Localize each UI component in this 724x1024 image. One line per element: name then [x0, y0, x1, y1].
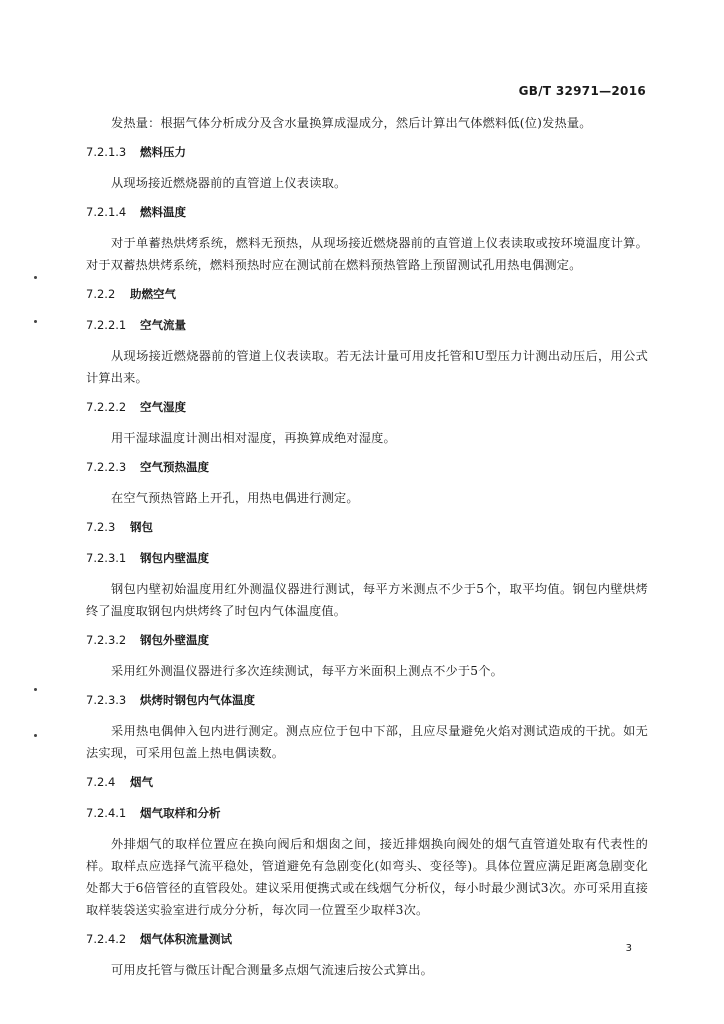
section-number: 7.2.1.3	[86, 145, 127, 159]
section-heading	[86, 314, 648, 336]
section-number: 7.2.2.3	[86, 460, 127, 474]
section-number: 7.2.2	[86, 287, 116, 301]
body-paragraph: 发热量：根据气体分析成分及含水量换算成湿成分，然后计算出气体燃料低(位)发热量。	[111, 116, 592, 130]
section-number: 7.2.3	[86, 520, 116, 534]
body-paragraph: 从现场接近燃烧器前的直管道上仪表读取。	[111, 176, 347, 190]
margin-mark	[34, 734, 37, 737]
margin-mark	[34, 688, 37, 691]
section-heading	[86, 547, 648, 569]
body-paragraph: 外排烟气的取样位置应在换向阀后和烟囱之间，接近排烟换向阀处的烟气直管道处取有代表性的样。取样点应选择气流平稳处，管道避免有急剧变化(如弯头、变径等)。具体位置应满足距离急剧变化处都大于6倍管径的直管段处。建议采用便携式或在线烟气分析仪，每小时最少测试3次。亦可采用直接取样装袋送实验室进行成分分析，每次同一位置至少取样3次。	[86, 837, 648, 917]
section-title: 空气流量	[140, 318, 186, 332]
body-paragraph: 钢包内壁初始温度用红外测温仪器进行测试，每平方米测点不少于5个，取平均值。钢包内壁烘烤终了温度取钢包内烘烤终了时包内气体温度值。	[86, 582, 648, 618]
margin-mark	[34, 276, 37, 279]
section-number: 7.2.2.1	[86, 318, 127, 332]
section-heading	[86, 689, 648, 711]
section-number: 7.2.2.2	[86, 400, 127, 414]
section-heading	[86, 516, 648, 538]
section-heading	[86, 771, 648, 793]
section-title: 钢包	[130, 520, 153, 534]
section-number: 7.2.3.3	[86, 693, 127, 707]
body-paragraph: 采用热电偶伸入包内进行测定。测点应位于包中下部，且应尽量避免火焰对测试造成的干扰。如无法实现，可采用包盖上热电偶读数。	[86, 724, 648, 760]
page-number: 3	[625, 943, 632, 954]
section-heading	[86, 456, 648, 478]
margin-mark	[34, 320, 37, 323]
section-title: 助燃空气	[130, 287, 176, 301]
body-paragraph: 可用皮托管与微压计配合测量多点烟气流速后按公式算出。	[111, 963, 434, 977]
section-title: 烟气体积流量测试	[140, 932, 232, 946]
section-heading	[86, 201, 648, 223]
section-title: 燃料压力	[140, 145, 186, 159]
body-paragraph: 采用红外测温仪器进行多次连续测试，每平方米面积上测点不少于5个。	[111, 664, 503, 678]
section-number: 7.2.4.1	[86, 806, 127, 820]
section-title: 烟气	[130, 775, 153, 789]
section-title: 钢包内壁温度	[140, 551, 209, 565]
body-paragraph: 用干湿球温度计测出相对湿度，再换算成绝对湿度。	[111, 431, 396, 445]
section-number: 7.2.4	[86, 775, 116, 789]
section-title: 烘烤时钢包内气体温度	[140, 693, 255, 707]
section-number: 7.2.1.4	[86, 205, 127, 219]
section-title: 燃料温度	[140, 205, 186, 219]
section-heading	[86, 141, 648, 163]
section-heading	[86, 802, 648, 824]
section-heading	[86, 396, 648, 418]
section-title: 空气湿度	[140, 400, 186, 414]
document-body	[86, 112, 648, 988]
section-number: 7.2.4.2	[86, 932, 127, 946]
section-title: 空气预热温度	[140, 460, 209, 474]
section-number: 7.2.3.2	[86, 633, 127, 647]
section-heading	[86, 283, 648, 305]
section-title: 烟气取样和分析	[140, 806, 221, 820]
body-paragraph: 在空气预热管路上开孔，用热电偶进行测定。	[111, 491, 359, 505]
section-title: 钢包外壁温度	[140, 633, 209, 647]
body-paragraph: 对于单蓄热烘烤系统，燃料无预热，从现场接近燃烧器前的直管道上仪表读取或按环境温度计算。对于双蓄热烘烤系统，燃料预热时应在测试前在燃料预热管路上预留测试孔用热电偶测定。	[86, 236, 648, 272]
standard-code-header: GB/T 32971—2016	[518, 84, 646, 98]
section-number: 7.2.3.1	[86, 551, 127, 565]
section-heading	[86, 629, 648, 651]
body-paragraph: 从现场接近燃烧器前的管道上仪表读取。若无法计量可用皮托管和U型压力计测出动压后，用公式计算出来。	[86, 349, 648, 385]
section-heading	[86, 928, 648, 950]
